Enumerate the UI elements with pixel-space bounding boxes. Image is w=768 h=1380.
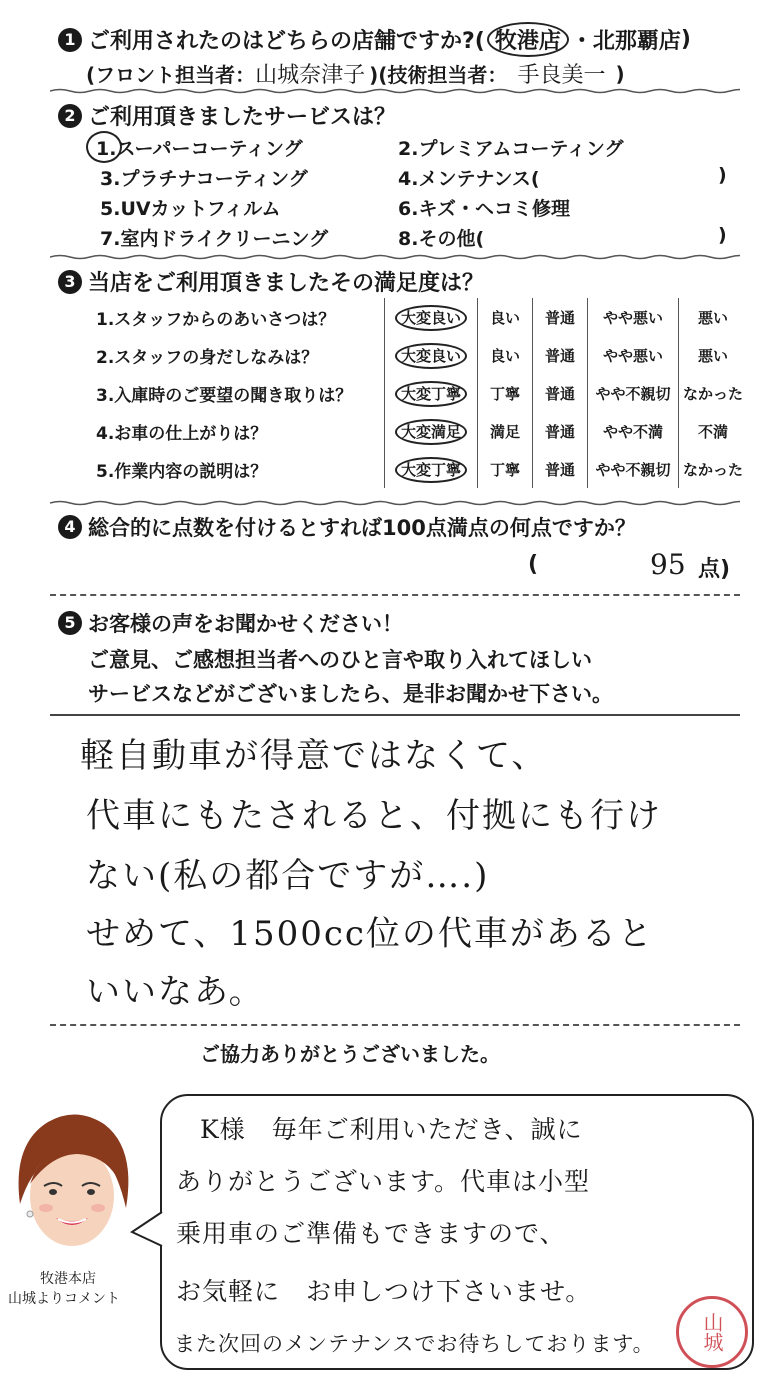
- question-4-text: 総合的に点数を付けるとすれば100点満点の何点ですか？: [88, 516, 636, 540]
- question-3-text: 当店をご利用頂きましたその満足度は？: [88, 271, 485, 296]
- option: やや悪い: [588, 298, 679, 336]
- store-other: 北那覇店: [592, 29, 681, 54]
- table-row: [92, 336, 747, 374]
- option-selected: 大変丁寧: [385, 450, 478, 488]
- thanks-message: ご協力ありがとうございました。: [200, 1042, 500, 1066]
- option: 満足: [478, 412, 533, 450]
- row-question: 3.入庫時のご要望の聞き取りは？: [96, 385, 353, 406]
- answer-line-3: ない(私の都合ですが….): [86, 856, 490, 896]
- option: やや不満: [588, 412, 679, 450]
- service-7: 7.室内ドライクリーニング: [100, 228, 329, 250]
- tech-name-handwritten: 手良美一: [517, 63, 606, 88]
- question-5-line1: お客様の声をお聞かせください！: [88, 612, 403, 636]
- question-1: [58, 22, 691, 57]
- service-6: 6.キズ・ヘコミ修理: [398, 198, 571, 220]
- question-4: [58, 512, 636, 542]
- question-number-3: 3: [58, 270, 82, 294]
- front-label: (フロント担当者：: [86, 63, 256, 87]
- question-number-2: 2: [58, 104, 82, 128]
- question-1-text: ご利用されたのはどちらの店舗ですか?(: [88, 29, 485, 54]
- service-8: 8.その他(: [398, 228, 485, 250]
- satisfaction-table: [92, 298, 747, 488]
- option-selected: 大変良い: [385, 336, 478, 374]
- option: なかった: [679, 374, 748, 412]
- question-2: [58, 100, 396, 131]
- tech-label: )(技術担当者：: [369, 63, 508, 87]
- service-1: 1.スーパーコーティング: [96, 138, 303, 160]
- staff-caption-2: 山城よりコメント: [8, 1291, 120, 1307]
- option: 普通: [533, 298, 588, 336]
- table-row: [92, 374, 747, 412]
- table-row: [92, 450, 747, 488]
- close-paren: ): [680, 27, 691, 52]
- service-3: 3.プラチナコーティング: [100, 168, 308, 190]
- service-4: 4.メンテナンス(: [398, 168, 540, 190]
- option: 良い: [478, 336, 533, 374]
- staff-avatar: [8, 1104, 138, 1264]
- question-2-text: ご利用頂きましたサービスは？: [88, 105, 397, 130]
- option: やや不親切: [588, 450, 679, 488]
- score-unit: 点): [698, 557, 731, 582]
- tech-close: ): [615, 61, 625, 86]
- option: 普通: [533, 412, 588, 450]
- question-5-line2: ご意見、ご感想担当者へのひと言や取り入れてほしい: [88, 648, 592, 672]
- stamp-text: 山城: [700, 1312, 724, 1352]
- bubble-tail: [130, 1210, 164, 1250]
- reply-line-3: 乗用車のご準備もできますので、: [176, 1219, 566, 1248]
- staff-row: [86, 58, 625, 89]
- option: 良い: [478, 298, 533, 336]
- question-3: [58, 266, 484, 297]
- option: 普通: [533, 374, 588, 412]
- divider-5: [50, 714, 740, 716]
- score-handwritten: 95: [650, 548, 686, 581]
- question-5-line3: サービスなどがございましたら、是非お聞かせ下さい。: [88, 682, 613, 706]
- answer-line-4: せめて、1500cc位の代車があると: [86, 914, 654, 954]
- store-separator: ・: [570, 29, 593, 54]
- service-8-close: ): [718, 224, 727, 246]
- question-number-5: 5: [58, 611, 82, 635]
- option: 悪い: [679, 336, 748, 374]
- row-question: 1.スタッフからのあいさつは？: [96, 309, 336, 330]
- reply-line-2: ありがとうございます。代車は小型: [176, 1167, 591, 1196]
- option-selected: 大変満足: [385, 412, 478, 450]
- option: なかった: [679, 450, 748, 488]
- answer-line-2: 代車にもたされると、付拠にも行け: [86, 796, 662, 836]
- divider-1: [50, 88, 740, 94]
- divider-2: [50, 254, 740, 260]
- service-5: 5.UVカットフィルム: [100, 198, 281, 220]
- answer-line-5: いいなあ。: [86, 972, 265, 1012]
- question-number-1: 1: [58, 28, 82, 52]
- row-question: 5.作業内容の説明は？: [96, 461, 268, 482]
- store-selected: 牧港店: [487, 22, 569, 57]
- table-row: [92, 298, 747, 336]
- option-selected: 大変良い: [385, 298, 478, 336]
- answer-line-1: 軽自動車が得意ではなくて、: [80, 736, 548, 776]
- row-question: 4.お車の仕上がりは？: [96, 423, 268, 444]
- option: やや不親切: [588, 374, 679, 412]
- table-row: [92, 412, 747, 450]
- front-name-handwritten: 山城奈津子: [255, 63, 366, 88]
- reply-line-4: お気軽に お申しつけ下さいませ。: [176, 1277, 592, 1306]
- option: 不満: [679, 412, 748, 450]
- name-stamp: [676, 1296, 748, 1368]
- option: 普通: [533, 336, 588, 374]
- reply-line-1: K様 毎年ご利用いただき、誠に: [200, 1115, 583, 1144]
- question-5: [58, 608, 403, 638]
- row-question: 2.スタッフの身だしなみは？: [96, 347, 319, 368]
- option: 悪い: [679, 298, 748, 336]
- service-2: 2.プレミアムコーティング: [398, 138, 624, 160]
- staff-caption-1: 牧港本店: [40, 1271, 96, 1287]
- score-open-paren: (: [528, 552, 539, 577]
- reply-line-5: また次回のメンテナンスでお待ちしております。: [174, 1332, 655, 1356]
- option-selected: 大変丁寧: [385, 374, 478, 412]
- question-number-4: 4: [58, 515, 82, 539]
- option: 丁寧: [478, 450, 533, 488]
- service-4-close: ): [718, 164, 727, 186]
- divider-6: [50, 1024, 740, 1026]
- divider-3: [50, 500, 740, 506]
- option: やや悪い: [588, 336, 679, 374]
- option: 普通: [533, 450, 588, 488]
- divider-4: [50, 594, 740, 596]
- option: 丁寧: [478, 374, 533, 412]
